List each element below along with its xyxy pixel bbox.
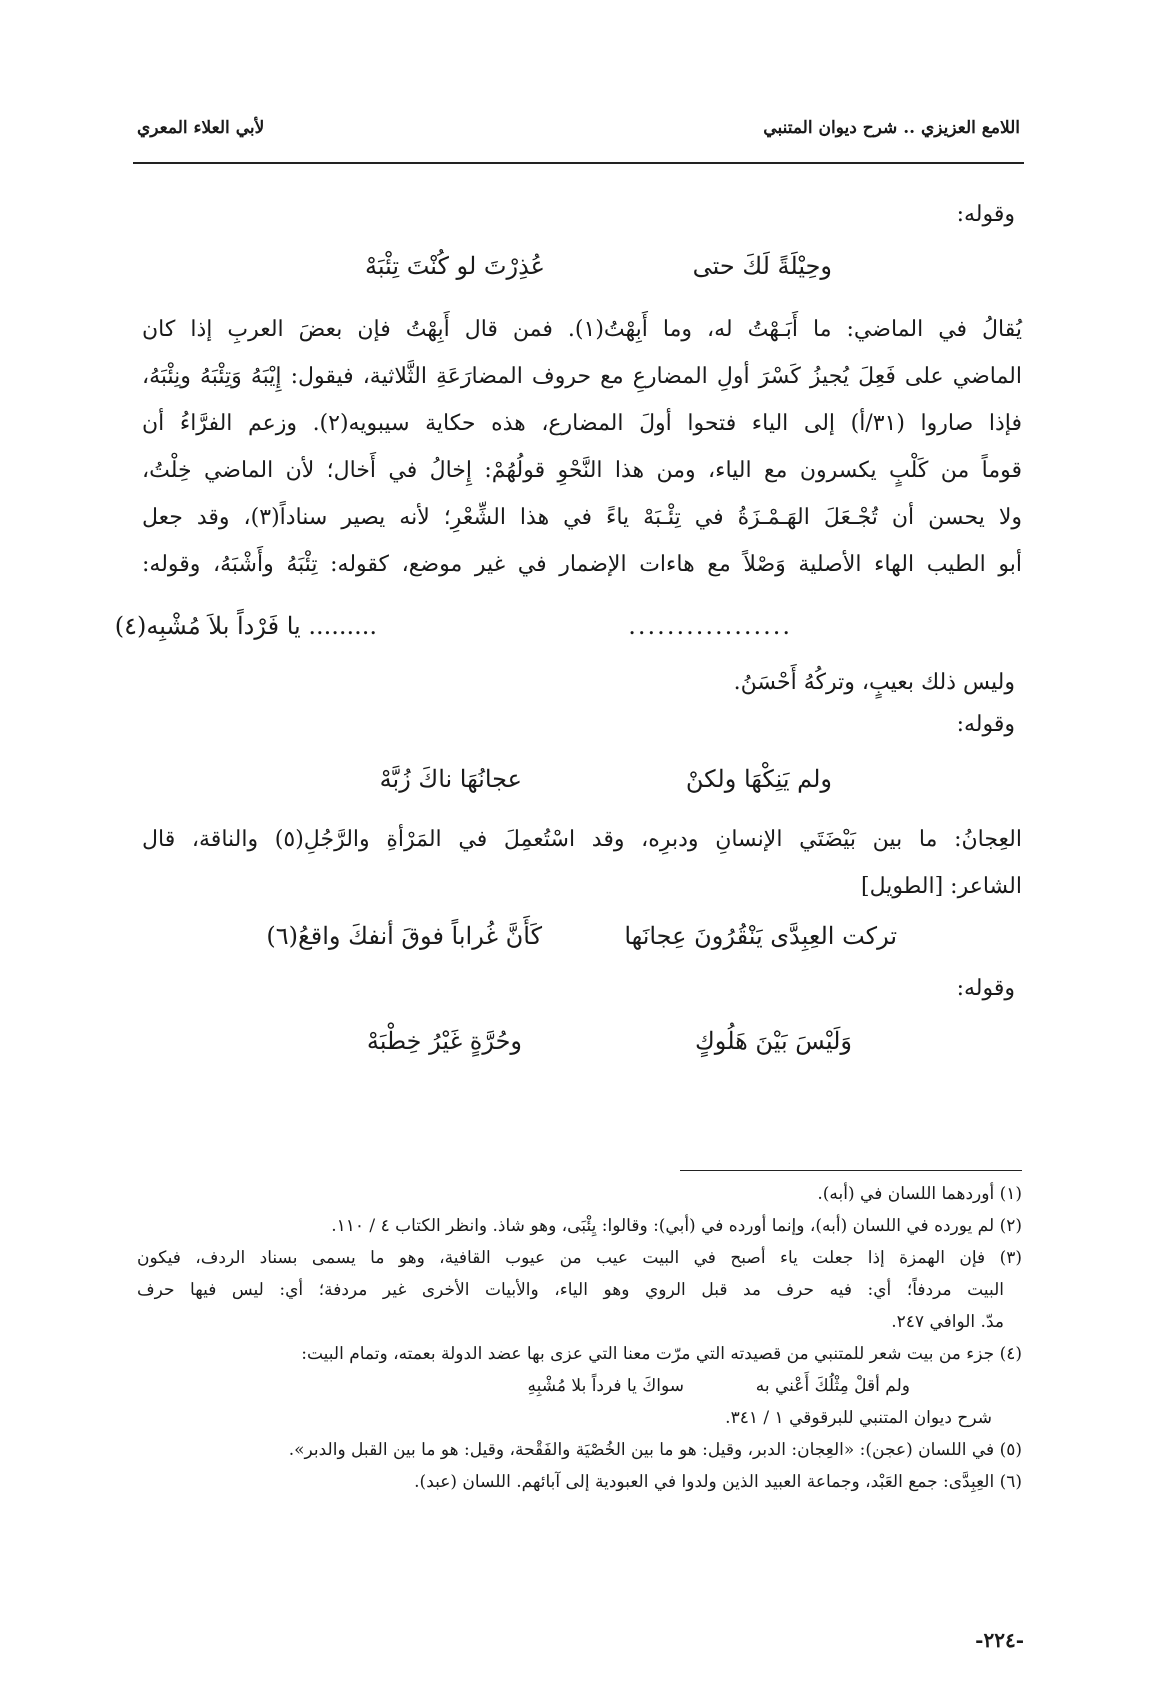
footnote-4-reference: شرح ديوان المتنبي للبرقوقي ١ / ٣٤١. xyxy=(725,1408,992,1428)
commentary-line: يُقالُ في الماضي: ما أَبَـهْتُ له، وما أَبِهْتُ(١). فمن قال أَبِهْتُ فإن بعضَ العربِ إذا كان xyxy=(142,317,1022,342)
running-header-author: لأبي العلاء المعري xyxy=(137,118,265,138)
footnote-6: (٦) العِبِدَّى: جمع العَبْد، وجماعة العبيد الذين ولدوا في العبودية إلى آبائهم. اللسان (عبد). xyxy=(414,1472,1022,1492)
commentary-line: وليس ذلك بعيبٍ، وتركُهُ أَحْسَنُ. xyxy=(733,670,1015,695)
footnote-3-line: مدّ. الوافي ٢٤٧. xyxy=(891,1312,1004,1332)
commentary-paragraph xyxy=(142,306,1022,588)
section-label: وقوله: xyxy=(956,712,1015,737)
page-number: -٢٢٤- xyxy=(975,1628,1024,1652)
header-rule xyxy=(133,162,1024,164)
footnote-2: (٢) لم يورده في اللسان (أبه)، وإنما أورده في (أبي): وقالوا: يِئْبَى، وهو شاذ. وانظر الكتاب ٤ / ١١٠. xyxy=(331,1216,1022,1236)
footnote-rule xyxy=(680,1170,1022,1171)
verse-hemistich-second: عُذِرْتَ لو كُنْتَ تِئْبَهْ xyxy=(365,252,545,280)
commentary-line: أبو الطيب الهاء الأصلية وَصْلاً مع هاءات الإضمار في غير موضع، كقوله: تِئْبَهُ وأَشْبَهُ، وقوله: xyxy=(142,552,1022,577)
commentary-line: قوماً من كَلْبٍ يكسرون مع الياء، ومن هذا النَّحْوِ قولُهُمْ: إِخالُ في أَخال؛ لأن الماضي خِلْتُ، xyxy=(142,458,1022,483)
footnote-1: (١) أوردهما اللسان في (أبه). xyxy=(817,1184,1022,1204)
verse-hemistich-second: وحُرَّةٍ غَيْرُ خِطْبَهْ xyxy=(366,1027,522,1055)
commentary-paragraph xyxy=(142,816,1022,910)
commentary-line: العِجانُ: ما بين بَيْضَتَي الإنسانِ ودبرِه، وقد اسْتُعمِلَ في المَرْأةِ والرَّجُلِ(٥) والناقة، قال xyxy=(142,827,1022,852)
footnote-verse-second: سواكَ يا فرداً بلا مُشْبِهِ xyxy=(527,1376,684,1396)
verse-hemistich-first: وَلَيْسَ بَيْنَ هَلُوكٍ xyxy=(695,1027,852,1055)
verse-hemistich-second: ......... يا فَرْداً بلاَ مُشْبِه(٤) xyxy=(114,612,377,640)
footnote-verse-first: ولم أقلْ مِثْلُكَ أَعْني به xyxy=(755,1376,910,1396)
footnote-3-line: البيت مردفاً؛ أي: فيه حرف مد قبل الروي وهو الياء، والأبيات الأخرى غير مردفة؛ أي: ليس فيها حرف xyxy=(137,1280,1004,1300)
section-label: وقوله: xyxy=(956,976,1015,1001)
footnote-3-line: (٣) فإن الهمزة إذا جعلت ياء أصبح في البيت عيب من عيوب القافية، وهو ما يسمى بسناد الردف، فيكون xyxy=(137,1248,1022,1268)
verse-hemistich-second: كَأَنَّ غُراباً فوقَ أنفكَ واقعُ(٦) xyxy=(266,922,542,950)
section-label: وقوله: xyxy=(956,202,1015,227)
verse-omitted-hemistich: ................. xyxy=(628,612,792,640)
verse-hemistich-first: ولم يَنِكْهَا ولكنْ xyxy=(685,765,832,793)
footnote-4: (٤) جزء من بيت شعر للمتنبي من قصيدته التي مرّت معنا التي عزى بها عضد الدولة بعمته، وتمام البيت: xyxy=(301,1344,1022,1364)
verse-hemistich-second: عجانُهَا ناكَ زُبَّهْ xyxy=(379,765,522,793)
commentary-line: فإذا صاروا (٣١/أ) إلى الياء فتحوا أولَ المضارع، هذه حكاية سيبويه(٢). وزعم الفرَّاءُ أن xyxy=(142,411,1022,436)
footnote-4-verse xyxy=(137,1370,1022,1402)
footnote-5: (٥) في اللسان (عجن): «العِجان: الدبر، وقيل: هو ما بين الخُصْيَة والفَقْحة، وقيل: هو ما بين القبل والدبر». xyxy=(288,1440,1022,1460)
verse-hemistich-first: تركت العِبِدَّى يَنْقُرُونَ عِجانَها xyxy=(624,922,897,950)
verse-hemistich-first: وحِيْلَةً لَكَ حتى xyxy=(692,252,832,280)
commentary-line: الشاعر: [الطويل] xyxy=(861,874,1022,899)
commentary-line: ولا يحسن أن تُجْـعَلَ الهَـمْـزَةُ في تِئْـبَهْ ياءً في هذا الشِّعْرِ؛ لأنه يصير سناداً(٣)، وقد جعل xyxy=(142,505,1023,530)
footnotes xyxy=(137,1178,1022,1498)
running-header-title: اللامع العزيزي .. شرح ديوان المتنبي xyxy=(763,118,1020,138)
commentary-line: الماضي على فَعِلَ يُجيزُ كَسْرَ أولِ المضارعِ مع حروف المضارَعَةِ الثَّلاثية، فيقول: إِيْبَهُ وَتِئْبَهُ ونِئْبَهُ، xyxy=(142,364,1022,389)
